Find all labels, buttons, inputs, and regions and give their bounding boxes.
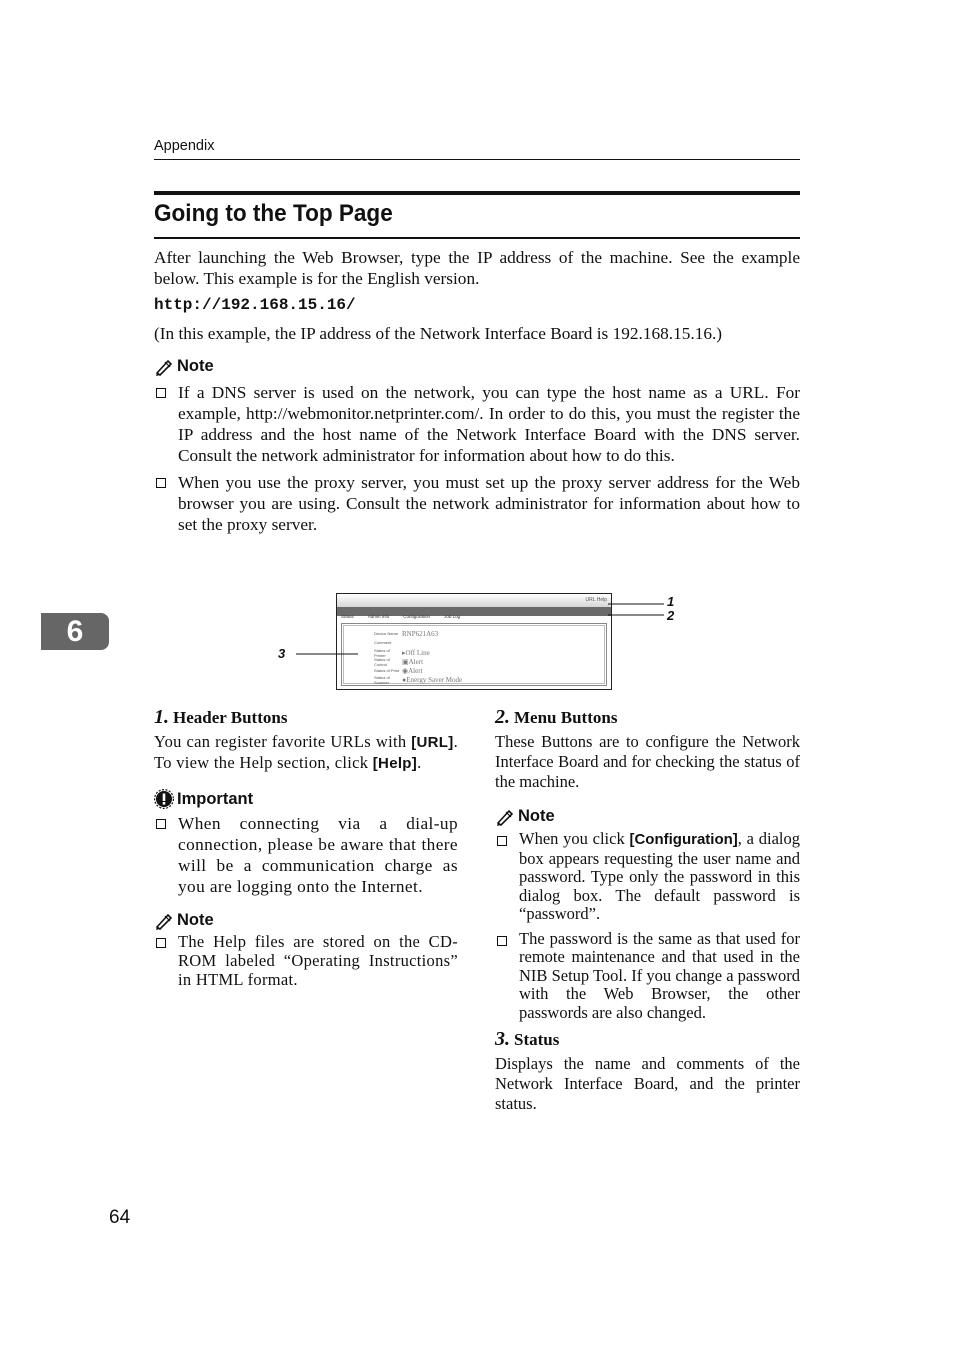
left-column [154, 706, 458, 989]
callout-1: 1 [667, 594, 675, 609]
status-row-value: ◉Alert [402, 666, 423, 675]
section-3-heading [495, 1028, 800, 1054]
energy-saver-icon: ● [402, 675, 407, 684]
section-number: 3. [495, 1028, 510, 1050]
url-example: http://192.168.15.16/ [154, 296, 356, 314]
pencil-icon [495, 808, 515, 826]
menu-tab-admin-info[interactable]: Admin Info [367, 614, 390, 619]
intro-paragraph: After launching the Web Browser, type the IP address of the machine. See the example below. This example is for the English version. [154, 248, 800, 288]
note-label: Note [177, 357, 214, 375]
note-item-text: When you use the proxy server, you must set up the proxy server address for the Web browser you are using. Consult the network administrator for information about how to set the proxy server. [178, 473, 800, 534]
checkbox-bullet-icon [156, 478, 166, 488]
note-heading [154, 911, 458, 930]
menu-tab-status[interactable]: Status [341, 614, 354, 619]
pencil-icon [154, 912, 174, 930]
pencil-icon [154, 358, 174, 376]
note-heading [154, 357, 214, 376]
note-item [495, 930, 800, 1023]
status-row [374, 675, 604, 684]
section-3-text: Displays the name and comments of the Network Interface Board, and the printer status. [495, 1054, 800, 1113]
ip-example-paragraph: (In this example, the IP address of the Network Interface Board is 192.168.15.16.) [154, 324, 723, 343]
checkbox-bullet-icon [497, 836, 507, 846]
callout-3: 3 [278, 646, 286, 661]
note-item-text: The Help files are stored on the CD-ROM labeled “Operating Instructions” in HTML format. [178, 932, 458, 989]
important-label: Important [177, 789, 254, 808]
checkbox-bullet-icon [156, 819, 166, 829]
section-title: Header Buttons [173, 708, 288, 727]
note-item [154, 382, 800, 466]
status-row-label: Status of Control [374, 656, 390, 667]
url-button-label: [URL] [411, 734, 454, 751]
title-bottom-rule [154, 237, 800, 239]
checkbox-bullet-icon [497, 936, 507, 946]
right-column [495, 706, 800, 1114]
note-item [495, 830, 800, 924]
configuration-button-label: [Configuration] [629, 831, 738, 848]
chapter-tab: 6 [41, 613, 109, 650]
checkbox-bullet-icon [156, 388, 166, 398]
status-row-label: Comment [374, 640, 392, 645]
important-icon [154, 789, 174, 809]
status-row-value: RNP621A63 [402, 629, 439, 638]
status-row-label: Status of Print [374, 668, 400, 673]
header-links: URL Help [585, 597, 607, 603]
callout-lines [290, 595, 670, 665]
status-row-value: ▣Alert [402, 657, 424, 666]
note-label: Note [177, 911, 214, 929]
status-row-value: ▸Off Line [402, 648, 430, 657]
callout-2: 2 [667, 608, 675, 623]
help-button-label: [Help] [372, 755, 418, 772]
page-number: 64 [109, 1207, 131, 1228]
note-item-text: The password is the same as that used for remote maintenance and that used in the NIB Setup Tool. If you change a password with the Web Browser, the other passwords are also changed. [519, 928, 800, 1022]
note-heading [495, 807, 800, 826]
section-title: Status [514, 1030, 560, 1049]
note-item-text: When you click [Configuration], a dialog box appears requesting the user name and password. Type only the password in this dialog box. The default password is “password”. [519, 829, 800, 923]
menu-tab-job-log[interactable]: Job Log [444, 614, 461, 619]
section-1-text: You can register favorite URLs with [URL]. To view the Help section, click [Help]. [154, 732, 458, 772]
section-title: Menu Buttons [514, 708, 618, 727]
important-item-text: When connecting via a dial-up connection, please be aware that there will be a communication charge as you are logging onto the Internet. [178, 814, 458, 896]
important-item [154, 813, 458, 897]
header-rule [154, 159, 800, 160]
note-item-text: If a DNS server is used on the network, you can type the host name as a URL. For example, http://webmonitor.netprinter.com/. In order to do this, you must the register the IP address and the host name of the Network Interface Board with the DNS server. Consult the network administrator for information about how to do this. [178, 383, 800, 465]
note-list [154, 382, 800, 535]
title-top-rule [154, 191, 800, 195]
status-row-value: ●Energy Saver Mode [402, 675, 463, 684]
alert-icon: ▣ [402, 657, 409, 666]
status-row-label: Device Name [374, 631, 399, 636]
note-item [154, 932, 458, 989]
status-row-label: Status of Scanner [374, 674, 390, 685]
status-arrow-icon: ▸ [402, 648, 406, 657]
note-label: Note [518, 807, 555, 825]
section-2-text: These Buttons are to configure the Network Interface Board and for checking the status of the machine. [495, 732, 800, 791]
section-1-heading [154, 706, 458, 732]
important-heading [154, 789, 458, 809]
section-number: 2. [495, 706, 510, 728]
status-row-label: Status of Printer [374, 647, 390, 658]
status-row [374, 666, 604, 675]
page-title: Going to the Top Page [154, 200, 393, 227]
running-header: Appendix [154, 138, 215, 154]
section-number: 1. [154, 706, 169, 728]
alert-icon: ◉ [402, 666, 409, 675]
note-item [154, 472, 800, 535]
checkbox-bullet-icon [156, 938, 166, 948]
menu-tab-configuration[interactable]: Configuration [403, 614, 431, 619]
section-2-heading [495, 706, 800, 732]
